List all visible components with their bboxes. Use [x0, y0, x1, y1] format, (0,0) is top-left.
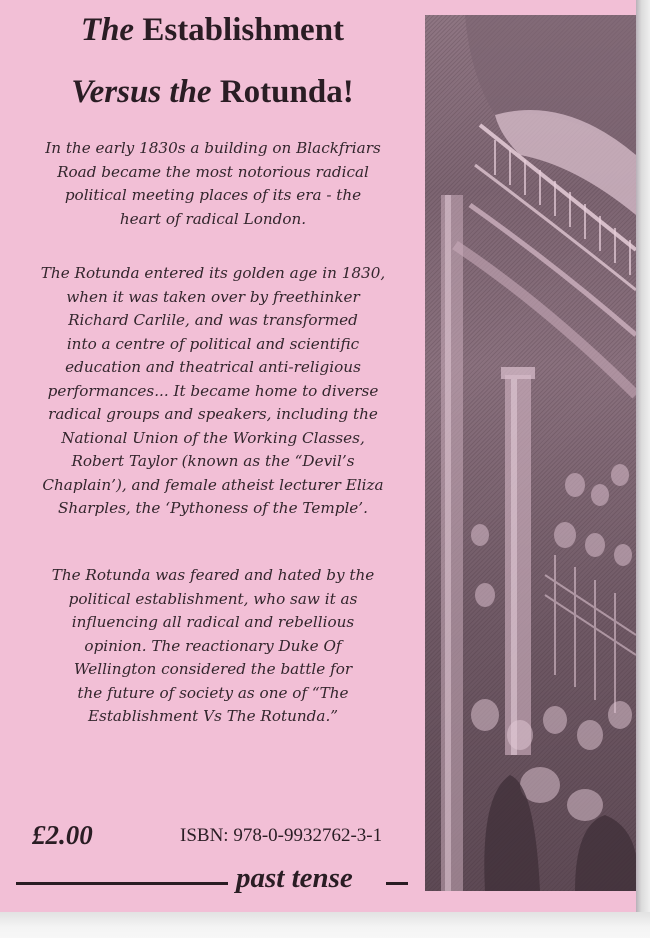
blurb-line: political establishment, who saw it as [68, 589, 358, 608]
blurb-line: education and theatrical anti-religious [65, 358, 361, 376]
title-line-1 [0, 12, 425, 49]
blurb-line: heart of radical London. [119, 209, 307, 228]
blurb-line: performances... It became home to diverse [47, 381, 379, 400]
scan-backdrop-right [636, 0, 650, 938]
blurb-paragraph-1 [8, 137, 418, 231]
title-versus-the: Versus the [71, 74, 212, 110]
publisher-dash [386, 882, 408, 885]
blurb-line: Road became the most notorious radical [57, 162, 369, 181]
blurb-line: The Rotunda entered its golden age in 1830, [40, 264, 386, 282]
scan-backdrop-bottom [0, 912, 650, 938]
blurb-line: into a centre of political and scientific [66, 334, 360, 353]
publisher-name: past tense [236, 862, 353, 894]
blurb-line: Wellington considered the battle for [73, 660, 353, 678]
blurb-line: Chaplain’), and female atheist lecturer Eliza [42, 475, 384, 494]
title-the: The [80, 12, 135, 48]
blurb-line: the future of society as one of “The [77, 683, 349, 702]
blurb-line: National Union of the Working Classes, [61, 428, 365, 447]
blurb-paragraph-3 [8, 564, 418, 729]
blurb-line: opinion. The reactionary Duke Of [84, 636, 342, 655]
blurb-line: In the early 1830s a building on Blackfriars [45, 139, 381, 157]
rotunda-illustration [425, 15, 636, 891]
blurb-line: Richard Carlile, and was transformed [68, 311, 358, 329]
blurb-line: influencing all radical and rebellious [71, 613, 355, 631]
blurb-line: Sharples, the ‘Pythoness of the Temple’. [58, 499, 368, 517]
publisher-rule [16, 882, 228, 885]
title-line-2 [0, 74, 425, 111]
price: £2.00 [32, 820, 93, 850]
blurb-line: Robert Taylor (known as the “Devil’s [71, 452, 355, 470]
title-establishment: Establishment [134, 12, 345, 48]
blurb-line: when it was taken over by freethinker [66, 287, 360, 306]
engraving-image [425, 15, 636, 891]
blurb-paragraph-2 [8, 262, 418, 521]
blurb-line: The Rotunda was feared and hated by the [51, 566, 375, 584]
blurb-line: Establishment Vs The Rotunda.” [87, 707, 339, 725]
title-rotunda: Rotunda! [211, 74, 354, 110]
isbn: ISBN: 978-0-9932762-3-1 [180, 825, 383, 846]
blurb-line: political meeting places of its era - the [64, 186, 362, 204]
blurb-line: radical groups and speakers, including the [48, 405, 378, 423]
